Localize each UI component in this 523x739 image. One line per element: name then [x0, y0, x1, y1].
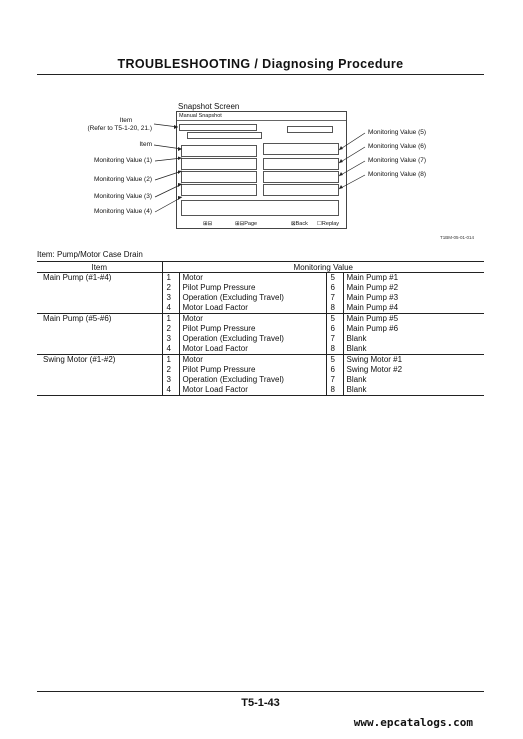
monitoring-item-cell: Pilot Pump Pressure	[179, 324, 326, 334]
row-number-cell: 5	[326, 314, 343, 325]
group-name-cell	[37, 334, 162, 344]
footer-button-replay[interactable]: ☐Replay	[317, 221, 340, 227]
row-number-cell: 6	[326, 365, 343, 375]
label-monitoring-value-7: Monitoring Value (7)	[368, 157, 427, 164]
page-number: T5-1-43	[241, 697, 280, 709]
row-number-cell: 3	[162, 334, 179, 344]
footer-button-pages[interactable]: ⊞⊟	[203, 221, 213, 227]
row-number-cell: 3	[162, 293, 179, 303]
group-name-cell: Main Pump (#5-#6)	[37, 314, 162, 325]
table-body	[37, 273, 484, 396]
row-number-cell: 1	[162, 355, 179, 366]
table-row	[37, 355, 484, 366]
column-header-monitoring-value: Monitoring Value	[162, 262, 484, 273]
label-monitoring-value-4: Monitoring Value (4)	[93, 208, 152, 215]
monitoring-item-cell: Operation (Excluding Travel)	[179, 293, 326, 303]
monitoring-item-cell: Motor Load Factor	[179, 385, 326, 396]
group-name-cell	[37, 283, 162, 293]
monitoring-item-cell: Swing Motor #2	[343, 365, 484, 375]
page-title: TROUBLESHOOTING / Diagnosing Procedure	[117, 57, 404, 71]
column-header-item: Item	[37, 262, 162, 273]
figure-caption: Snapshot Screen	[178, 102, 240, 111]
monitoring-item-cell: Motor Load Factor	[179, 303, 326, 314]
row-number-cell: 4	[162, 303, 179, 314]
monitoring-item-cell: Swing Motor #1	[343, 355, 484, 366]
label-monitoring-value-5: Monitoring Value (5)	[368, 129, 427, 136]
monitoring-item-cell: Motor	[179, 355, 326, 366]
monitoring-item-cell: Blank	[343, 375, 484, 385]
table-row	[37, 385, 484, 396]
group-name-cell	[37, 344, 162, 355]
label-monitoring-value-6: Monitoring Value (6)	[368, 143, 427, 150]
monitoring-table	[37, 261, 484, 396]
row-number-cell: 8	[326, 385, 343, 396]
table-header-row	[37, 262, 484, 273]
label-monitoring-value-8: Monitoring Value (8)	[368, 171, 427, 178]
site-watermark: www.epcatalogs.com	[353, 716, 473, 729]
row-number-cell: 8	[326, 303, 343, 314]
table-row	[37, 283, 484, 293]
monitoring-item-cell: Pilot Pump Pressure	[179, 283, 326, 293]
monitoring-item-cell: Operation (Excluding Travel)	[179, 334, 326, 344]
label-item-ref: Item	[119, 117, 133, 124]
label-item-ref-note: (Refer to T5-1-20, 21.)	[87, 125, 152, 132]
monitoring-item-cell: Operation (Excluding Travel)	[179, 375, 326, 385]
row-number-cell: 2	[162, 283, 179, 293]
monitoring-item-cell: Main Pump #6	[343, 324, 484, 334]
monitoring-item-cell: Main Pump #5	[343, 314, 484, 325]
table-row	[37, 365, 484, 375]
table-row	[37, 273, 484, 284]
monitoring-item-cell: Main Pump #2	[343, 283, 484, 293]
figure-id: T1BM-05-01-014	[440, 235, 475, 240]
monitoring-item-cell: Main Pump #4	[343, 303, 484, 314]
row-number-cell: 8	[326, 344, 343, 355]
label-item: Item	[139, 141, 152, 148]
row-number-cell: 3	[162, 375, 179, 385]
row-number-cell: 7	[326, 293, 343, 303]
footer-button-back[interactable]: ⊠Back	[291, 221, 308, 227]
monitoring-item-cell: Pilot Pump Pressure	[179, 365, 326, 375]
row-number-cell: 7	[326, 375, 343, 385]
table-row	[37, 303, 484, 314]
table-caption: Item: Pump/Motor Case Drain	[37, 250, 143, 259]
monitoring-item-cell: Motor Load Factor	[179, 344, 326, 355]
label-monitoring-value-2: Monitoring Value (2)	[93, 176, 152, 183]
row-number-cell: 6	[326, 283, 343, 293]
row-number-cell: 5	[326, 355, 343, 366]
footer-rule	[37, 691, 484, 692]
group-name-cell	[37, 365, 162, 375]
monitoring-item-cell: Main Pump #3	[343, 293, 484, 303]
row-number-cell: 4	[162, 344, 179, 355]
group-name-cell	[37, 324, 162, 334]
row-number-cell: 5	[326, 273, 343, 284]
row-number-cell: 6	[326, 324, 343, 334]
screen-title: Manual Snapshot	[177, 112, 346, 121]
label-monitoring-value-1: Monitoring Value (1)	[93, 157, 152, 164]
monitoring-item-cell: Main Pump #1	[343, 273, 484, 284]
row-number-cell: 1	[162, 273, 179, 284]
monitoring-item-cell: Blank	[343, 385, 484, 396]
group-name-cell	[37, 293, 162, 303]
label-monitoring-value-3: Monitoring Value (3)	[93, 193, 152, 200]
row-number-cell: 4	[162, 385, 179, 396]
table-row	[37, 344, 484, 355]
row-number-cell: 2	[162, 365, 179, 375]
table-row	[37, 293, 484, 303]
table-row	[37, 314, 484, 325]
group-name-cell	[37, 303, 162, 314]
group-name-cell: Main Pump (#1-#4)	[37, 273, 162, 284]
monitoring-item-cell: Blank	[343, 344, 484, 355]
table-row	[37, 375, 484, 385]
monitoring-item-cell: Blank	[343, 334, 484, 344]
monitoring-item-cell: Motor	[179, 273, 326, 284]
footer-button-page[interactable]: ⊞⊟Page	[235, 221, 258, 227]
table-row	[37, 334, 484, 344]
table-row	[37, 324, 484, 334]
row-number-cell: 7	[326, 334, 343, 344]
monitoring-item-cell: Motor	[179, 314, 326, 325]
row-number-cell: 1	[162, 314, 179, 325]
group-name-cell	[37, 385, 162, 396]
row-number-cell: 2	[162, 324, 179, 334]
group-name-cell	[37, 375, 162, 385]
group-name-cell: Swing Motor (#1-#2)	[37, 355, 162, 366]
